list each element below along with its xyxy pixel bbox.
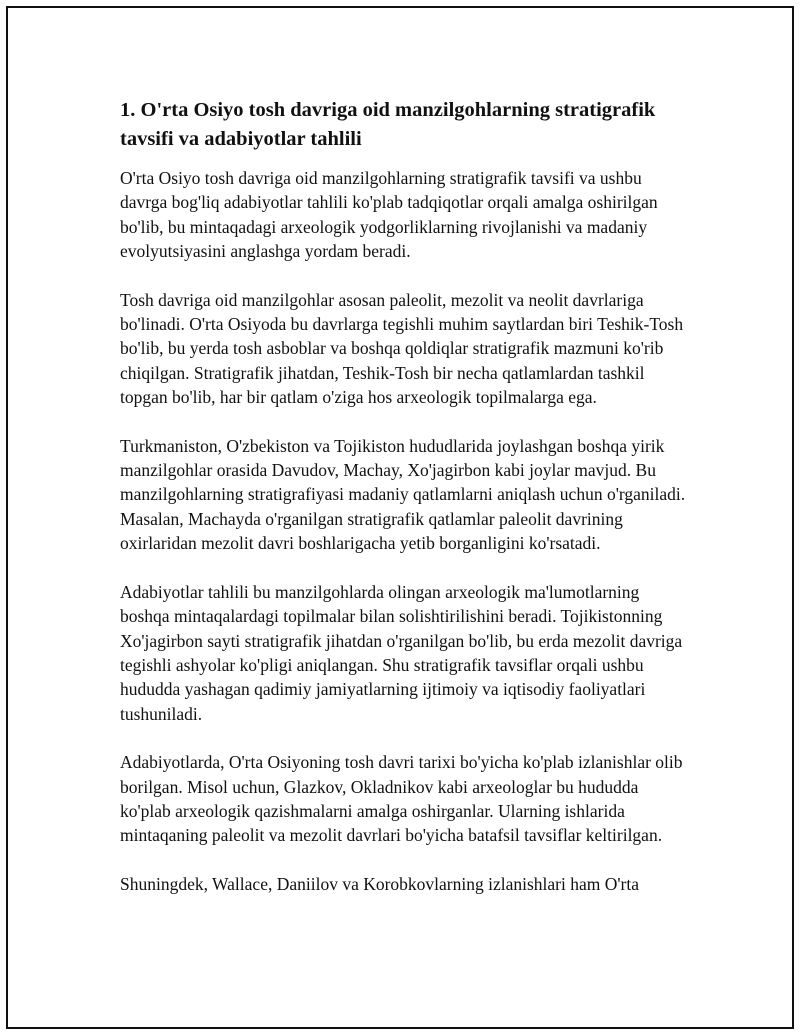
page-frame <box>6 6 794 1029</box>
paragraph-major-sites: Turkmaniston, O'zbekiston va Tojikiston hududlarida joylashgan boshqa yirik manzilgohlar orasida Davudov, Machay, Xo'jagirbon kabi joylar mavjud. Bu manzilgohlarning stratigrafiyasi madaniy qatlamlarni aniqlash uchun o'rganiladi. Masalan, Machayda o'rganilgan stratigrafik qatlamlar paleolit davrining oxirlaridan mezolit davri boshlarigacha yetib borganligini ko'rsatadi. <box>120 435 686 554</box>
document-body <box>120 96 692 920</box>
paragraph-intro: O'rta Osiyo tosh davriga oid manzilgohlarning stratigrafik tavsifi va ushbu davrga bog'liq adabiyotlar tahlili ko'plab tadqiqotlar orqali amalga oshirilgan bo'lib, bu mintaqadagi arxeologik yodgorliklarning rivojlanishi va madaniy evolyutsiyasini anglashga yordam beradi. <box>120 168 658 262</box>
paragraph-researchers: Adabiyotlarda, O'rta Osiyoning tosh davri tarixi bo'yicha ko'plab izlanishlar olib borilgan. Misol uchun, Glazkov, Okladnikov kabi arxeologlar bu hududda ko'plab arxeologik qazishmalarni amalga oshirganlar. Ularning ishlarida mintaqaning paleolit va mezolit davrlari bo'yicha batafsil tavsiflar keltirilgan. <box>120 752 683 846</box>
section-heading: 1. O'rta Osiyo tosh davriga oid manzilgohlarning stratigrafik tavsifi va adabiyotlar tahlili <box>120 99 656 150</box>
paragraph-literature-analysis: Adabiyotlar tahlili bu manzilgohlarda olingan arxeologik ma'lumotlarning boshqa mintaqalardagi topilmalar bilan solishtirilishini beradi. Tojikistonning Xo'jagirbon sayti stratigrafik jihatdan o'rganilgan bo'lib, bu erda mezolit davriga tegishli ashyolar ko'pligi aniqlangan. Shu stratigrafik tavsiflar orqali ushbu hududda yashagan qadimiy jamiyatlarning ijtimoiy va iqtisodiy faoliyatlari tushuniladi. <box>120 581 683 724</box>
paragraph-stone-age-periods: Tosh davriga oid manzilgohlar asosan paleolit, mezolit va neolit davrlariga bo'linadi. O'rta Osiyoda bu davrlarga tegishli muhim saytlardan biri Teshik-Tosh bo'lib, bu yerda tosh asboblar va boshqa qoldiqlar stratigrafik mazmuni ko'rib chiqilgan. Stratigrafik jihatdan, Teshik-Tosh bir necha qatlamlardan tashkil topgan bo'lib, har bir qatlam o'ziga hos arxeologik topilmalarga ega. <box>120 289 684 408</box>
paragraph-continuation: Shuningdek, Wallace, Daniilov va Korobkovlarning izlanishlari ham O'rta <box>120 873 640 894</box>
